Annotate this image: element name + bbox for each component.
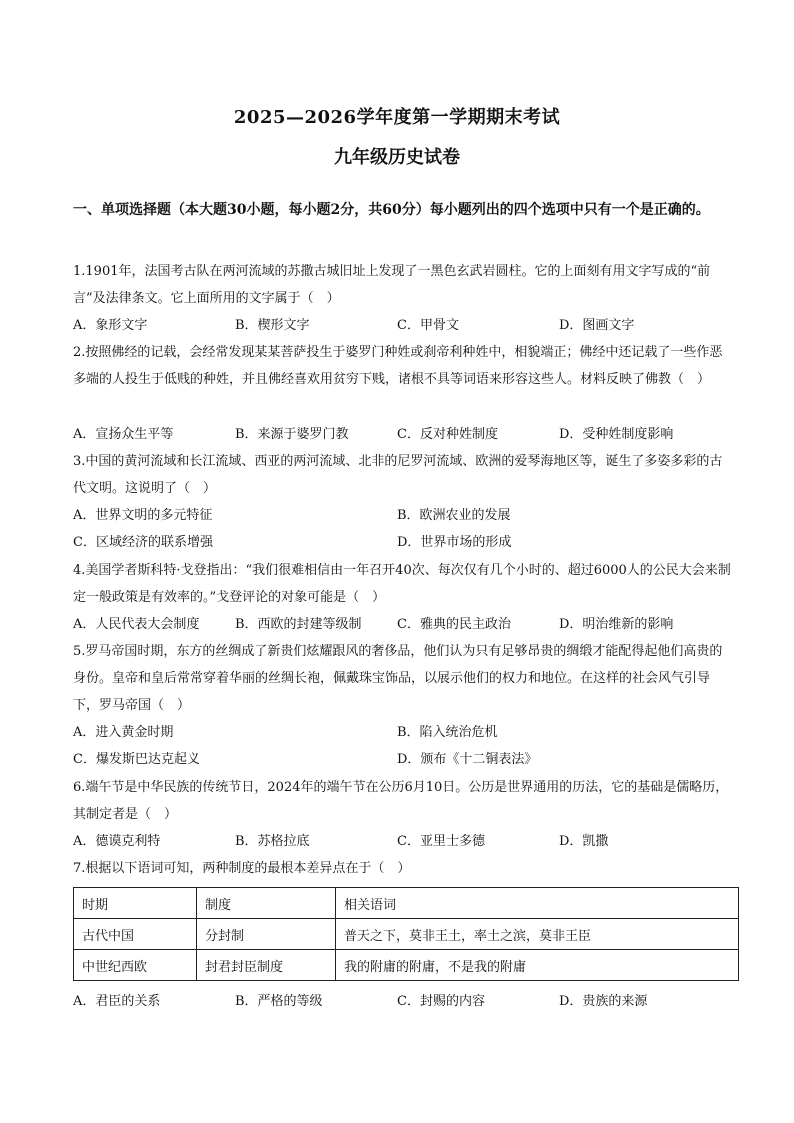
table-cell: 古代中国 <box>74 919 197 950</box>
table-cell: 中世纪西欧 <box>74 950 197 981</box>
option-b: B．来源于婆罗门教 <box>235 427 349 442</box>
option-d: D．凯撒 <box>559 834 609 849</box>
option-a: A．德谟克利特 <box>73 834 161 849</box>
option-d: D．图画文字 <box>559 318 635 333</box>
question-2-options <box>73 421 733 448</box>
question-2-stem: 2.按照佛经的记载，会经常发现某某菩萨投生于婆罗门种姓或刹帝利种姓中，相貌端正；佛经中还记载了一些作恶多端的人投生于低贱的种姓，并且佛经喜欢用贫穷下贱，诸根不具等词语来形容这些人。材料反映了佛教（ ） <box>73 345 723 387</box>
option-b: B．欧洲农业的发展 <box>397 508 511 523</box>
option-c: C．雅典的民主政治 <box>397 617 511 632</box>
option-a: A．象形文字 <box>73 318 148 333</box>
table-header-cell: 相关语词 <box>336 888 739 919</box>
option-a: A．君臣的关系 <box>73 994 161 1009</box>
table-header-row <box>74 888 739 919</box>
question-6-stem: 6.端午节是中华民族的传统节日，2024年的端午节在公历6月10日。公历是世界通用的历法，它的基础是儒略历，其制定者是（ ） <box>73 780 729 822</box>
table-cell: 普天之下，莫非王土，率土之滨，莫非王臣 <box>336 919 739 950</box>
question-5-stem: 5.罗马帝国时期，东方的丝绸成了新贵们炫耀跟风的奢侈品，他们认为只有足够昂贵的绸缎才能配得起他们高贵的身份。皇帝和皇后常常穿着华丽的丝绸长袍，佩戴珠宝饰品，以展示他们的权力和地位。在这样的社会风气引导下，罗马帝国（ ） <box>73 644 723 713</box>
option-a: A．人民代表大会制度 <box>73 617 200 632</box>
question-3-options-row1 <box>73 502 733 529</box>
question-5-options-row2 <box>73 746 733 773</box>
option-d: D．颁布《十二铜表法》 <box>397 752 538 767</box>
question-7-stem: 7.根据以下语词可知，两种制度的最根本差异点在于（ ） <box>73 861 411 876</box>
option-b: B．陷入统治危机 <box>397 725 498 740</box>
question-1-stem: 1.1901年，法国考古队在两河流域的苏撒古城旧址上发现了一黑色玄武岩圆柱。它的上面刻有用文字写成的“前言”及法律条文。它上面所用的文字属于（ ） <box>73 264 711 306</box>
option-b: B．西欧的封建等级制 <box>235 617 362 632</box>
option-c: C．封赐的内容 <box>397 994 485 1009</box>
table-header-cell: 制度 <box>197 888 336 919</box>
option-c: C．区域经济的联系增强 <box>73 535 213 550</box>
question-3-stem: 3.中国的黄河流域和长江流域、西亚的两河流域、北非的尼罗河流域、欧洲的爱琴海地区等，诞生了多姿多彩的古代文明。这说明了（ ） <box>73 454 723 496</box>
question-3-options-row2 <box>73 529 733 556</box>
exam-subtitle: 九年级历史试卷 <box>334 147 460 168</box>
option-a: A．世界文明的多元特征 <box>73 508 213 523</box>
option-c: C．爆发斯巴达克起义 <box>73 752 200 767</box>
question-4-stem: 4.美国学者斯科特·戈登指出：“我们很难相信由一年召开40次、每次仅有几个小时的、超过6000人的公民大会来制定一般政策是有效率的。”戈登评论的对象可能是（ ） <box>73 563 731 605</box>
question-5-options-row1 <box>73 719 733 746</box>
table-header-cell: 时期 <box>74 888 197 919</box>
table-cell: 我的附庸的附庸，不是我的附庸 <box>336 950 739 981</box>
table-row <box>74 919 739 950</box>
option-c: C．甲骨文 <box>397 318 459 333</box>
question-7-table <box>73 887 739 981</box>
option-d: D．贵族的来源 <box>559 994 648 1009</box>
table-cell: 分封制 <box>197 919 336 950</box>
question-1-options <box>73 312 733 339</box>
exam-title: 2025—2026学年度第一学期期末考试 <box>233 107 561 128</box>
option-d: D．受种姓制度影响 <box>559 427 674 442</box>
option-a: A．宣扬众生平等 <box>73 427 174 442</box>
option-b: B．楔形文字 <box>235 318 310 333</box>
table-row <box>74 950 739 981</box>
option-b: B．苏格拉底 <box>235 834 310 849</box>
option-b: B．严格的等级 <box>235 994 323 1009</box>
question-6-options <box>73 828 733 855</box>
option-c: C．亚里士多德 <box>397 834 485 849</box>
option-d: D．世界市场的形成 <box>397 535 512 550</box>
option-a: A．进入黄金时期 <box>73 725 174 740</box>
option-c: C．反对种姓制度 <box>397 427 498 442</box>
option-d: D．明治维新的影响 <box>559 617 674 632</box>
table-cell: 封君封臣制度 <box>197 950 336 981</box>
section-heading: 一、单项选择题（本大题30小题，每小题2分，共60分）每小题列出的四个选项中只有一个是正确的。 <box>73 202 710 218</box>
question-4-options <box>73 611 733 638</box>
question-7-options <box>73 988 733 1015</box>
